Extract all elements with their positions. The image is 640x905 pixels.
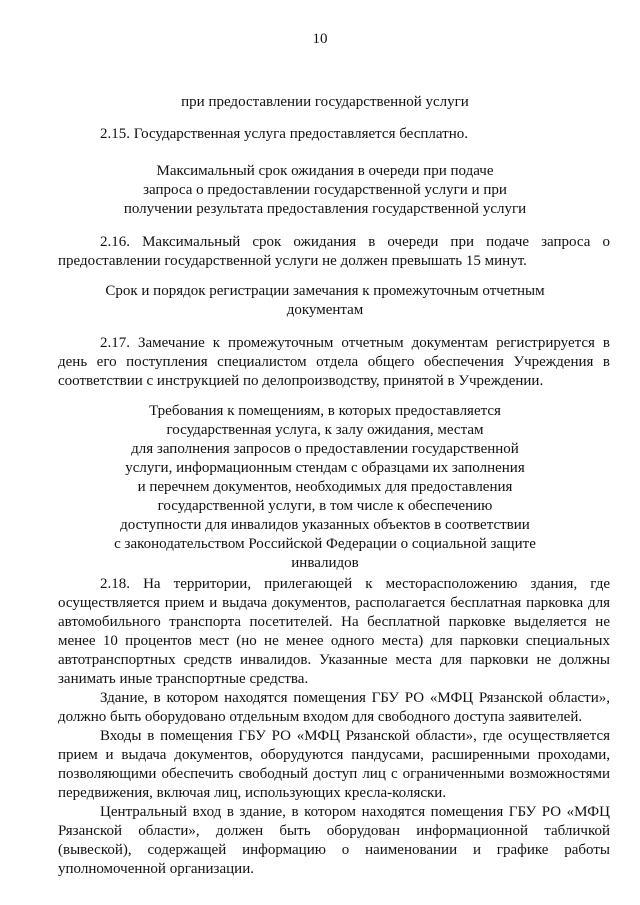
paragraph-line: Рязанской области», должен быть оборудован информационной табличкой xyxy=(58,823,610,839)
paragraph-2-15 xyxy=(58,125,610,144)
heading-line: Срок и порядок регистрации замечания к промежуточным отчетным xyxy=(105,283,545,299)
paragraph-line: день его поступления специалистом отдела общего обеспечения Учреждения в xyxy=(58,354,610,370)
paragraph-line: должно быть оборудовано отдельным входом для свободного доступа заявителей. xyxy=(58,709,583,725)
paragraph-line: предоставлении государственной услуги не должен превышать 15 минут. xyxy=(58,253,527,269)
paragraph-2-17 xyxy=(58,334,610,391)
paragraph-2-16 xyxy=(58,233,610,271)
paragraph-line: автомобильного транспорта посетителей. На бесплатной парковке выделяется не xyxy=(58,614,610,630)
paragraph-line: 2.18. На территории, прилегающей к месторасположению здания, где xyxy=(100,576,610,592)
heading-premises-requirements xyxy=(40,402,610,573)
heading-remarks-registration xyxy=(40,282,610,320)
paragraph-line: менее 10 процентов мест (но не менее одного места) для парковки специальных xyxy=(58,633,610,649)
heading-line: и перечнем документов, необходимых для предоставления xyxy=(137,479,513,495)
paragraph-line: занимать иные транспортные средства. xyxy=(58,671,309,687)
paragraph-line: Центральный вход в здание, в котором находятся помещения ГБУ РО «МФЦ xyxy=(100,804,610,820)
paragraph-line: Здание, в котором находятся помещения ГБУ РО «МФЦ Рязанской области», xyxy=(100,690,610,706)
heading-line: запроса о предоставлении государственной услуги и при xyxy=(143,182,507,198)
heading-line: государственная услуга, к залу ожидания, местам xyxy=(166,422,484,438)
paragraph-accessible-entrances xyxy=(58,727,610,803)
paragraph-line: осуществляется прием и выдача документов, располагается бесплатная парковка для xyxy=(58,595,610,611)
heading-line: документам xyxy=(286,302,364,318)
paragraph-line: Входы в помещения ГБУ РО «МФЦ Рязанской области», где осуществляется xyxy=(100,728,610,744)
heading-queue-wait-time xyxy=(40,162,610,219)
paragraph-line: уполномоченной организации. xyxy=(58,861,254,877)
section-heading-fragment xyxy=(40,93,610,112)
paragraph-line: соответствии с инструкцией по делопроизводству, принятой в Учреждении. xyxy=(58,373,544,389)
heading-line: государственной услуги, в том числе к обеспечению xyxy=(157,498,493,514)
heading-line: доступности для инвалидов указанных объектов в соответствии xyxy=(120,517,530,533)
paragraph-line: позволяющими обеспечить свободный доступ лиц с ограниченными возможностями xyxy=(58,766,610,782)
paragraph-building-entrance xyxy=(58,689,610,727)
page-number: 10 xyxy=(312,31,328,47)
paragraph-line: 2.15. Государственная услуга предоставляется бесплатно. xyxy=(100,126,468,142)
heading-line: Максимальный срок ожидания в очереди при подаче xyxy=(156,163,494,179)
paragraph-central-entrance-sign xyxy=(58,803,610,879)
paragraph-line: 2.17. Замечание к промежуточным отчетным документам регистрируется в xyxy=(100,335,610,351)
paragraph-line: передвижения, включая лиц, использующих кресла-коляски. xyxy=(58,785,447,801)
heading-line: Требования к помещениям, в которых предоставляется xyxy=(149,403,501,419)
paragraph-line: автотранспортных средств инвалидов. Указанные места для парковки не должны xyxy=(58,652,610,668)
heading-line: инвалидов xyxy=(291,555,359,571)
paragraph-line: 2.16. Максимальный срок ожидания в очереди при подаче запроса о xyxy=(100,234,610,250)
heading-line: при предоставлении государственной услуги xyxy=(181,94,469,110)
heading-line: услуги, информационным стендам с образцами их заполнения xyxy=(125,460,525,476)
heading-line: получении результата предоставления государственной услуги xyxy=(123,201,527,217)
paragraph-line: прием и выдача документов, оборудуются пандусами, расширенными проходами, xyxy=(58,747,610,763)
paragraph-2-18-parking xyxy=(58,575,610,689)
heading-line: с законодательством Российской Федерации о социальной защите xyxy=(114,536,536,552)
paragraph-line: (вывеской), содержащей информацию о наименовании и графике работы xyxy=(58,842,610,858)
heading-line: для заполнения запросов о предоставлении государственной xyxy=(131,441,519,457)
